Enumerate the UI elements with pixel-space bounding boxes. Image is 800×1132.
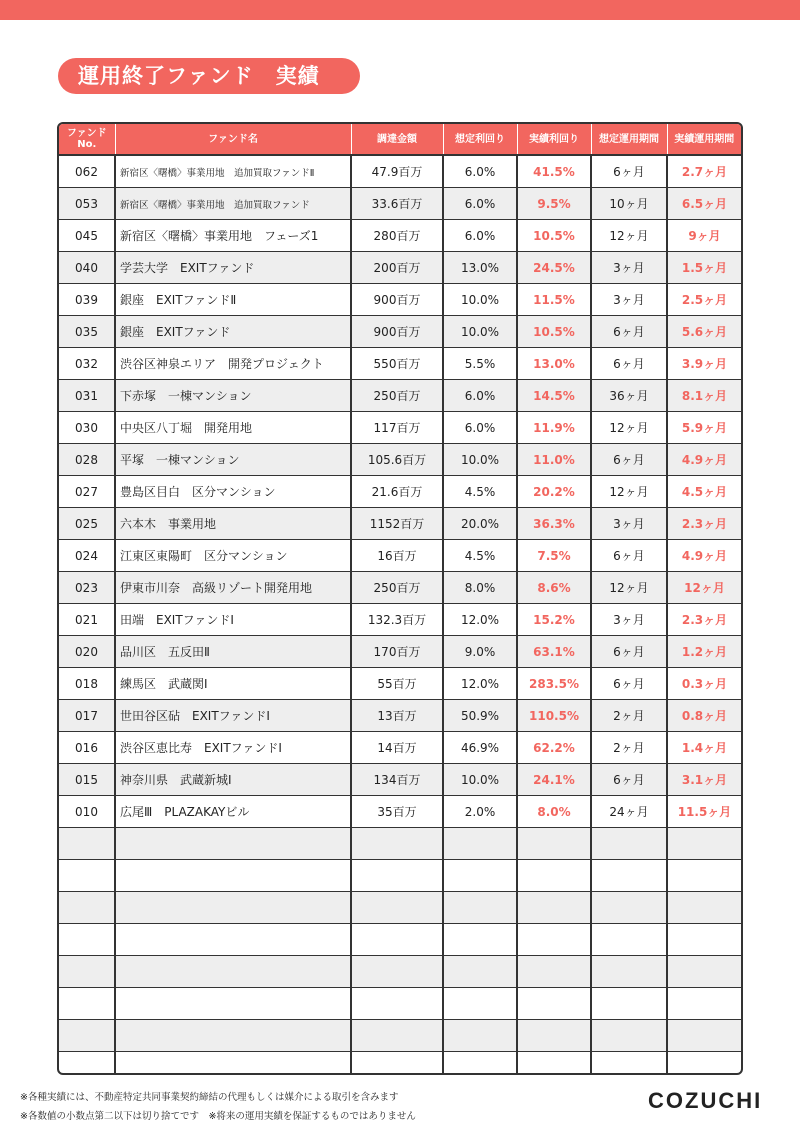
cell-fund-name: 平塚 一棟マンション	[115, 444, 351, 476]
cell-empty	[517, 988, 591, 1020]
cell-actual-yield: 10.5%	[517, 316, 591, 348]
cell-expected-yield: 46.9%	[443, 732, 517, 764]
table-row	[59, 508, 741, 540]
cell-empty	[115, 1020, 351, 1052]
cell-fund-no: 015	[59, 764, 115, 796]
cell-actual-yield: 11.9%	[517, 412, 591, 444]
cell-expected-yield: 10.0%	[443, 444, 517, 476]
cell-expected-period: 2ヶ月	[591, 700, 667, 732]
cell-fund-no: 024	[59, 540, 115, 572]
table-row	[59, 220, 741, 252]
table-row-empty	[59, 956, 741, 988]
cell-empty	[115, 860, 351, 892]
cell-actual-yield: 9.5%	[517, 188, 591, 220]
cell-fund-no: 045	[59, 220, 115, 252]
cell-empty	[591, 1020, 667, 1052]
cell-empty	[591, 828, 667, 860]
cell-expected-period: 3ヶ月	[591, 508, 667, 540]
table-header-row	[59, 124, 741, 155]
cell-expected-yield: 6.0%	[443, 220, 517, 252]
cell-fund-name: 銀座 EXITファンドⅡ	[115, 284, 351, 316]
cell-expected-yield: 10.0%	[443, 316, 517, 348]
cell-amount: 33.6百万	[351, 188, 443, 220]
cell-empty	[667, 988, 741, 1020]
cell-empty	[443, 860, 517, 892]
cell-expected-period: 2ヶ月	[591, 732, 667, 764]
cell-amount: 550百万	[351, 348, 443, 380]
cell-actual-period: 2.3ヶ月	[667, 508, 741, 540]
cell-actual-yield: 13.0%	[517, 348, 591, 380]
col-header-expected-yield: 想定利回り	[443, 124, 517, 155]
table-row-empty	[59, 988, 741, 1020]
cell-expected-period: 6ヶ月	[591, 444, 667, 476]
cell-actual-yield: 8.6%	[517, 572, 591, 604]
cell-expected-period: 12ヶ月	[591, 572, 667, 604]
table-row	[59, 700, 741, 732]
cell-empty	[59, 924, 115, 956]
cell-actual-period: 12ヶ月	[667, 572, 741, 604]
cell-empty	[351, 860, 443, 892]
cell-empty	[59, 860, 115, 892]
col-header-expected-period: 想定運用期間	[591, 124, 667, 155]
cell-expected-period: 6ヶ月	[591, 764, 667, 796]
cell-actual-period: 3.1ヶ月	[667, 764, 741, 796]
cell-empty	[591, 924, 667, 956]
cell-expected-yield: 10.0%	[443, 764, 517, 796]
table-row-empty	[59, 860, 741, 892]
cell-fund-name: 世田谷区砧 EXITファンドⅠ	[115, 700, 351, 732]
cell-actual-period: 5.9ヶ月	[667, 412, 741, 444]
cell-amount: 280百万	[351, 220, 443, 252]
table-row	[59, 764, 741, 796]
cell-expected-period: 36ヶ月	[591, 380, 667, 412]
cell-amount: 16百万	[351, 540, 443, 572]
cell-fund-name: 豊島区目白 区分マンション	[115, 476, 351, 508]
cell-expected-yield: 9.0%	[443, 636, 517, 668]
cell-fund-no: 028	[59, 444, 115, 476]
cell-amount: 132.3百万	[351, 604, 443, 636]
cell-empty	[351, 1052, 443, 1076]
cell-expected-yield: 4.5%	[443, 540, 517, 572]
cell-expected-period: 6ヶ月	[591, 636, 667, 668]
cell-empty	[59, 892, 115, 924]
cell-empty	[115, 828, 351, 860]
cell-empty	[443, 956, 517, 988]
cell-actual-yield: 11.0%	[517, 444, 591, 476]
cell-expected-yield: 2.0%	[443, 796, 517, 828]
cell-actual-period: 9ヶ月	[667, 220, 741, 252]
cell-fund-name: 広尾Ⅲ PLAZAKAYビル	[115, 796, 351, 828]
cell-fund-no: 023	[59, 572, 115, 604]
cell-expected-yield: 12.0%	[443, 668, 517, 700]
cell-expected-period: 10ヶ月	[591, 188, 667, 220]
cell-amount: 55百万	[351, 668, 443, 700]
top-accent-bar	[0, 0, 800, 20]
cell-expected-period: 3ヶ月	[591, 252, 667, 284]
cell-fund-name: 新宿区〈曙橋〉事業用地 追加買取ファンドⅡ	[115, 155, 351, 188]
cell-amount: 21.6百万	[351, 476, 443, 508]
cell-amount: 47.9百万	[351, 155, 443, 188]
cell-expected-period: 3ヶ月	[591, 604, 667, 636]
cell-expected-yield: 8.0%	[443, 572, 517, 604]
cell-fund-no: 016	[59, 732, 115, 764]
table-row	[59, 348, 741, 380]
cell-fund-name: 渋谷区神泉エリア 開発プロジェクト	[115, 348, 351, 380]
cell-empty	[59, 1052, 115, 1076]
cell-empty	[517, 828, 591, 860]
cell-fund-name: 六本木 事業用地	[115, 508, 351, 540]
cell-expected-period: 12ヶ月	[591, 476, 667, 508]
col-header-fund-no: ファンド No.	[59, 124, 115, 155]
table-row-empty	[59, 924, 741, 956]
cell-empty	[443, 1020, 517, 1052]
cell-expected-yield: 6.0%	[443, 412, 517, 444]
cell-empty	[59, 1020, 115, 1052]
results-table	[59, 124, 741, 1075]
cell-empty	[591, 988, 667, 1020]
cell-fund-no: 027	[59, 476, 115, 508]
cell-expected-yield: 4.5%	[443, 476, 517, 508]
cell-empty	[517, 1052, 591, 1076]
cell-empty	[667, 1020, 741, 1052]
cell-fund-name: 江東区東陽町 区分マンション	[115, 540, 351, 572]
cozuchi-logo: COZUCHI	[648, 1088, 763, 1113]
cell-amount: 1152百万	[351, 508, 443, 540]
table-row	[59, 316, 741, 348]
cell-fund-no: 032	[59, 348, 115, 380]
cell-actual-period: 1.5ヶ月	[667, 252, 741, 284]
cell-empty	[591, 956, 667, 988]
cell-fund-no: 030	[59, 412, 115, 444]
cell-amount: 900百万	[351, 284, 443, 316]
cell-expected-yield: 6.0%	[443, 155, 517, 188]
cell-amount: 170百万	[351, 636, 443, 668]
cell-empty	[591, 860, 667, 892]
cell-fund-name: 銀座 EXITファンド	[115, 316, 351, 348]
table-row	[59, 604, 741, 636]
cell-expected-yield: 50.9%	[443, 700, 517, 732]
col-header-amount: 調達金額	[351, 124, 443, 155]
table-row	[59, 252, 741, 284]
cell-actual-period: 8.1ヶ月	[667, 380, 741, 412]
cell-expected-yield: 6.0%	[443, 380, 517, 412]
table-row	[59, 380, 741, 412]
cell-actual-period: 2.3ヶ月	[667, 604, 741, 636]
footer-notes	[20, 1088, 416, 1126]
cell-empty	[443, 892, 517, 924]
cell-expected-yield: 12.0%	[443, 604, 517, 636]
cell-expected-yield: 10.0%	[443, 284, 517, 316]
cell-fund-no: 031	[59, 380, 115, 412]
cell-actual-period: 4.9ヶ月	[667, 540, 741, 572]
cell-empty	[517, 892, 591, 924]
col-header-actual-yield: 実績利回り	[517, 124, 591, 155]
cell-amount: 105.6百万	[351, 444, 443, 476]
cell-expected-yield: 5.5%	[443, 348, 517, 380]
cell-empty	[667, 1052, 741, 1076]
cell-fund-name: 渋谷区恵比寿 EXITファンドⅠ	[115, 732, 351, 764]
table-row	[59, 572, 741, 604]
cell-amount: 13百万	[351, 700, 443, 732]
cell-amount: 250百万	[351, 380, 443, 412]
cell-fund-no: 021	[59, 604, 115, 636]
cell-amount: 250百万	[351, 572, 443, 604]
results-table-container	[57, 122, 743, 1075]
cell-empty	[59, 988, 115, 1020]
cell-fund-name: 新宿区〈曙橋〉事業用地 追加買取ファンド	[115, 188, 351, 220]
cell-empty	[115, 1052, 351, 1076]
cell-actual-yield: 24.5%	[517, 252, 591, 284]
cell-empty	[517, 860, 591, 892]
cell-empty	[59, 828, 115, 860]
cell-empty	[517, 924, 591, 956]
cell-empty	[351, 956, 443, 988]
cell-fund-no: 035	[59, 316, 115, 348]
cell-actual-period: 5.6ヶ月	[667, 316, 741, 348]
cell-expected-yield: 20.0%	[443, 508, 517, 540]
cell-empty	[591, 892, 667, 924]
footer-note-2: ※各数値の小数点第二以下は切り捨てです ※将来の運用実績を保証するものではありません	[20, 1111, 416, 1122]
table-row-empty	[59, 1052, 741, 1076]
cell-actual-period: 11.5ヶ月	[667, 796, 741, 828]
cell-expected-period: 6ヶ月	[591, 348, 667, 380]
cell-empty	[115, 956, 351, 988]
table-row	[59, 444, 741, 476]
cell-fund-no: 025	[59, 508, 115, 540]
cell-actual-period: 3.9ヶ月	[667, 348, 741, 380]
cell-expected-period: 6ヶ月	[591, 540, 667, 572]
cell-fund-no: 010	[59, 796, 115, 828]
cell-expected-period: 24ヶ月	[591, 796, 667, 828]
cell-actual-yield: 283.5%	[517, 668, 591, 700]
cell-actual-yield: 15.2%	[517, 604, 591, 636]
cell-fund-no: 017	[59, 700, 115, 732]
col-header-actual-period: 実績運用期間	[667, 124, 741, 155]
footer-note-1: ※各種実績には、不動産特定共同事業契約締結の代理もしくは媒介による取引を含みます	[20, 1092, 399, 1103]
cell-expected-period: 12ヶ月	[591, 220, 667, 252]
col-header-fund-name: ファンド名	[115, 124, 351, 155]
cell-empty	[115, 892, 351, 924]
table-row	[59, 155, 741, 188]
cell-empty	[115, 988, 351, 1020]
table-row	[59, 668, 741, 700]
table-row-empty	[59, 828, 741, 860]
cell-expected-period: 12ヶ月	[591, 412, 667, 444]
cell-empty	[667, 892, 741, 924]
cell-expected-yield: 13.0%	[443, 252, 517, 284]
cell-actual-period: 1.2ヶ月	[667, 636, 741, 668]
cell-fund-name: 中央区八丁堀 開発用地	[115, 412, 351, 444]
cell-empty	[59, 956, 115, 988]
cell-actual-yield: 36.3%	[517, 508, 591, 540]
cell-actual-yield: 7.5%	[517, 540, 591, 572]
cell-fund-no: 020	[59, 636, 115, 668]
cell-empty	[351, 1020, 443, 1052]
cell-empty	[351, 924, 443, 956]
cell-actual-yield: 24.1%	[517, 764, 591, 796]
cell-actual-yield: 110.5%	[517, 700, 591, 732]
page-title: 運用終了ファンド 実績	[58, 58, 360, 94]
cell-actual-yield: 41.5%	[517, 155, 591, 188]
cell-empty	[443, 828, 517, 860]
cell-actual-period: 0.3ヶ月	[667, 668, 741, 700]
cell-actual-period: 1.4ヶ月	[667, 732, 741, 764]
table-row	[59, 732, 741, 764]
cell-empty	[443, 1052, 517, 1076]
cell-amount: 14百万	[351, 732, 443, 764]
cell-empty	[115, 924, 351, 956]
cell-fund-no: 040	[59, 252, 115, 284]
cell-expected-period: 3ヶ月	[591, 284, 667, 316]
cell-empty	[667, 956, 741, 988]
cell-actual-period: 4.5ヶ月	[667, 476, 741, 508]
cell-fund-name: 田端 EXITファンドⅠ	[115, 604, 351, 636]
cell-empty	[351, 988, 443, 1020]
cell-empty	[351, 828, 443, 860]
cell-amount: 35百万	[351, 796, 443, 828]
cell-fund-name: 神奈川県 武蔵新城Ⅰ	[115, 764, 351, 796]
cell-empty	[443, 924, 517, 956]
cell-actual-period: 6.5ヶ月	[667, 188, 741, 220]
cell-fund-no: 062	[75, 164, 98, 179]
table-row	[59, 412, 741, 444]
table-row-empty	[59, 1020, 741, 1052]
table-row	[59, 796, 741, 828]
cell-actual-yield: 11.5%	[517, 284, 591, 316]
cell-expected-period: 6ヶ月	[591, 316, 667, 348]
cell-amount: 900百万	[351, 316, 443, 348]
cell-fund-no: 039	[59, 284, 115, 316]
table-row	[59, 540, 741, 572]
cell-amount: 200百万	[351, 252, 443, 284]
cell-amount: 134百万	[351, 764, 443, 796]
cell-actual-yield: 20.2%	[517, 476, 591, 508]
cell-actual-yield: 62.2%	[517, 732, 591, 764]
cell-fund-name: 練馬区 武蔵関Ⅰ	[115, 668, 351, 700]
cell-actual-yield: 8.0%	[517, 796, 591, 828]
cell-actual-yield: 14.5%	[517, 380, 591, 412]
cell-amount: 117百万	[351, 412, 443, 444]
cell-empty	[667, 924, 741, 956]
cell-actual-yield: 10.5%	[517, 220, 591, 252]
cell-empty	[443, 988, 517, 1020]
cell-actual-period: 2.7ヶ月	[667, 155, 741, 188]
cell-actual-period: 4.9ヶ月	[667, 444, 741, 476]
cell-expected-yield: 6.0%	[443, 188, 517, 220]
cell-empty	[667, 860, 741, 892]
cell-fund-name: 品川区 五反田Ⅱ	[115, 636, 351, 668]
cell-empty	[667, 828, 741, 860]
table-row	[59, 284, 741, 316]
cell-fund-name: 学芸大学 EXITファンド	[115, 252, 351, 284]
table-row	[59, 188, 741, 220]
cell-empty	[517, 1020, 591, 1052]
cell-expected-period: 6ヶ月	[591, 155, 667, 188]
cell-empty	[517, 956, 591, 988]
table-row	[59, 636, 741, 668]
cell-fund-name: 新宿区〈曙橋〉事業用地 フェーズ1	[115, 220, 351, 252]
cell-fund-no: 018	[59, 668, 115, 700]
table-row	[59, 476, 741, 508]
cell-fund-no: 053	[59, 188, 115, 220]
table-row-empty	[59, 892, 741, 924]
cell-actual-period: 0.8ヶ月	[667, 700, 741, 732]
cell-actual-period: 2.5ヶ月	[667, 284, 741, 316]
cell-fund-name: 下赤塚 一棟マンション	[115, 380, 351, 412]
cell-expected-period: 6ヶ月	[591, 668, 667, 700]
cell-empty	[351, 892, 443, 924]
cell-empty	[591, 1052, 667, 1076]
cell-actual-yield: 63.1%	[517, 636, 591, 668]
cell-fund-name: 伊東市川奈 高級リゾート開発用地	[115, 572, 351, 604]
